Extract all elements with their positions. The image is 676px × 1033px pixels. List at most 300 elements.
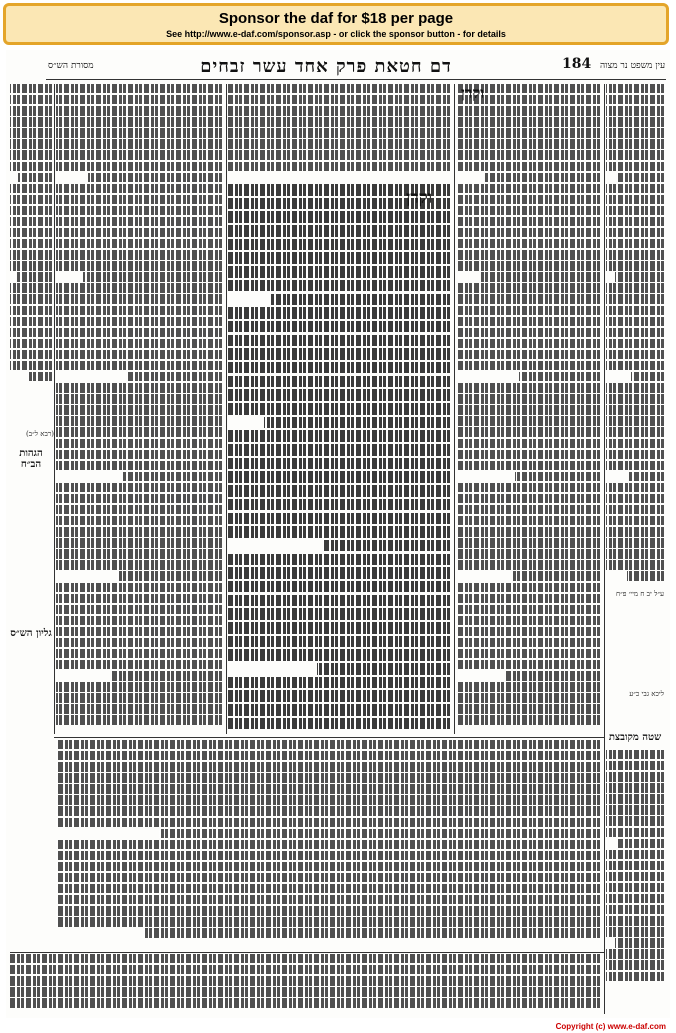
- text-line: [10, 954, 600, 963]
- text-line: [56, 571, 222, 580]
- text-line: [228, 117, 450, 126]
- text-line: [56, 560, 222, 569]
- text-line: [10, 294, 52, 303]
- text-line: [56, 594, 222, 603]
- text-line: [56, 150, 222, 159]
- text-line: [10, 95, 52, 104]
- text-line: [56, 328, 222, 337]
- text-line: [228, 376, 450, 388]
- text-line: [56, 472, 222, 481]
- text-line: [10, 965, 600, 974]
- text-line: [10, 987, 600, 996]
- text-line: [228, 321, 450, 333]
- text-line: [10, 306, 52, 315]
- text-line: [606, 162, 664, 171]
- text-line: [458, 461, 600, 470]
- ein-mishpat-label: עין משפט נר מצוה: [600, 61, 666, 71]
- text-line: [458, 306, 600, 315]
- text-line: [606, 405, 664, 414]
- text-line: [56, 84, 222, 93]
- text-line: [228, 499, 450, 511]
- text-line: [606, 894, 664, 903]
- text-line: [458, 350, 600, 359]
- text-line: [228, 225, 450, 237]
- text-line: [56, 806, 600, 815]
- text-line: [56, 660, 222, 669]
- text-line: [228, 211, 450, 223]
- text-line: [228, 663, 450, 675]
- text-line: [56, 616, 222, 625]
- text-line: [56, 873, 600, 882]
- text-line: [458, 682, 600, 691]
- text-line: [56, 294, 222, 303]
- text-line: [228, 252, 450, 264]
- text-line: [228, 266, 450, 278]
- talmud-page: [6, 50, 670, 1018]
- text-line: [228, 622, 450, 634]
- text-line: [10, 339, 52, 348]
- text-line: [228, 471, 450, 483]
- text-line: [10, 84, 52, 93]
- text-line: [56, 162, 222, 171]
- text-line: [10, 117, 52, 126]
- text-line: [56, 283, 222, 292]
- text-line: [228, 513, 450, 525]
- text-line: [228, 128, 450, 137]
- text-line: [56, 372, 222, 381]
- text-line: [56, 250, 222, 259]
- text-line: [56, 715, 222, 724]
- text-line: [56, 627, 222, 636]
- text-line: [606, 927, 664, 936]
- text-line: [228, 444, 450, 456]
- text-line: [606, 416, 664, 425]
- text-line: [458, 616, 600, 625]
- text-line: [606, 173, 664, 182]
- footnote-rule: [10, 952, 604, 953]
- text-line: [56, 416, 222, 425]
- text-line: [56, 350, 222, 359]
- text-line: [606, 538, 664, 547]
- copyright-notice[interactable]: Copyright (c) www.e-daf.com: [555, 1022, 666, 1031]
- text-line: [56, 638, 222, 647]
- text-line: [606, 394, 664, 403]
- text-line: [228, 485, 450, 497]
- text-line: [56, 751, 600, 760]
- text-line: [458, 427, 600, 436]
- text-line: [606, 217, 664, 226]
- text-line: [228, 106, 450, 115]
- text-line: [228, 389, 450, 401]
- text-line: [606, 527, 664, 536]
- text-line: [606, 306, 664, 315]
- text-line: [458, 671, 600, 680]
- text-line: [458, 649, 600, 658]
- text-line: [10, 139, 52, 148]
- text-line: [228, 581, 450, 593]
- text-line: [458, 439, 600, 448]
- text-line: [458, 317, 600, 326]
- text-line: [56, 671, 222, 680]
- text-line: [56, 494, 222, 503]
- text-line: [56, 173, 222, 182]
- text-line: [606, 195, 664, 204]
- text-line: [228, 704, 450, 716]
- text-line: [56, 784, 600, 793]
- text-line: [458, 117, 600, 126]
- text-line: [56, 693, 222, 702]
- text-line: [606, 294, 664, 303]
- text-line: [56, 439, 222, 448]
- text-line: [458, 605, 600, 614]
- text-line: [56, 928, 600, 937]
- text-line: [458, 206, 600, 215]
- text-line: [56, 862, 600, 871]
- side-note: ע״ל יב ח מיי׳ פ״ח: [615, 590, 664, 598]
- text-line: [606, 794, 664, 803]
- text-line: [228, 554, 450, 566]
- masoret-column: [10, 84, 52, 384]
- hagahot-title: הגהות הב״ח: [19, 448, 43, 470]
- text-line: [56, 773, 600, 782]
- text-line: [606, 916, 664, 925]
- text-line: [228, 294, 450, 306]
- gemara-top-text: [228, 84, 450, 180]
- text-line: [606, 250, 664, 259]
- text-line: [228, 540, 450, 552]
- text-line: [228, 690, 450, 702]
- text-line: [56, 795, 600, 804]
- text-line: [10, 261, 52, 270]
- text-line: [458, 195, 600, 204]
- text-line: [458, 549, 600, 558]
- text-line: [606, 505, 664, 514]
- column-divider: [604, 84, 605, 1014]
- text-line: [10, 162, 52, 171]
- column-divider: [54, 84, 55, 734]
- text-line: [606, 128, 664, 137]
- text-line: [56, 139, 222, 148]
- text-line: [458, 494, 600, 503]
- text-line: [606, 450, 664, 459]
- text-line: [228, 239, 450, 251]
- text-line: [606, 317, 664, 326]
- text-line: [606, 571, 664, 580]
- text-line: [10, 283, 52, 292]
- text-line: [606, 805, 664, 814]
- text-line: [606, 239, 664, 248]
- text-line: [606, 883, 664, 892]
- text-line: [228, 335, 450, 347]
- text-line: [458, 173, 600, 182]
- text-line: [228, 417, 450, 429]
- text-line: [458, 372, 600, 381]
- text-line: [228, 362, 450, 374]
- text-line: [56, 394, 222, 403]
- text-line: [228, 595, 450, 607]
- text-line: [606, 850, 664, 859]
- header-rule: [46, 79, 666, 80]
- text-line: [56, 461, 222, 470]
- text-line: [458, 394, 600, 403]
- text-line: [56, 95, 222, 104]
- text-line: [56, 106, 222, 115]
- text-line: [606, 772, 664, 781]
- text-line: [56, 383, 222, 392]
- text-line: [56, 649, 222, 658]
- text-line: [10, 195, 52, 204]
- text-line: [606, 761, 664, 770]
- text-line: [606, 560, 664, 569]
- text-line: [606, 150, 664, 159]
- text-line: [458, 261, 600, 270]
- footnotes: [10, 954, 600, 1014]
- text-line: [606, 816, 664, 825]
- text-line: [56, 483, 222, 492]
- text-line: [228, 150, 450, 159]
- text-line: [458, 527, 600, 536]
- text-line: [56, 505, 222, 514]
- text-line: [10, 128, 52, 137]
- text-line: [606, 383, 664, 392]
- side-note: (רבא ל״ב): [25, 430, 54, 438]
- text-line: [458, 516, 600, 525]
- text-line: [458, 715, 600, 724]
- text-line: [56, 704, 222, 713]
- text-line: [56, 450, 222, 459]
- text-line: [56, 261, 222, 270]
- text-line: [228, 139, 450, 148]
- text-line: [10, 361, 52, 370]
- sponsor-banner[interactable]: [3, 3, 669, 45]
- text-line: [458, 128, 600, 137]
- text-line: [56, 217, 222, 226]
- text-line: [56, 740, 600, 749]
- text-line: [228, 403, 450, 415]
- text-line: [606, 328, 664, 337]
- text-line: [458, 594, 600, 603]
- text-line: [606, 361, 664, 370]
- text-line: [458, 272, 600, 281]
- text-line: [606, 872, 664, 881]
- text-line: [10, 272, 52, 281]
- ein-mishpat-column: [606, 84, 664, 584]
- text-line: [56, 895, 600, 904]
- text-line: [56, 184, 222, 193]
- text-line: [606, 95, 664, 104]
- text-line: [56, 228, 222, 237]
- gemara-lead-word: וקרן: [406, 188, 433, 208]
- text-line: [606, 472, 664, 481]
- text-line: [228, 84, 450, 93]
- text-line: [458, 704, 600, 713]
- text-line: [606, 272, 664, 281]
- text-line: [10, 372, 52, 381]
- gemara-main-text: [228, 184, 450, 734]
- column-divider: [454, 84, 455, 734]
- text-line: [228, 636, 450, 648]
- text-line: [606, 938, 664, 947]
- text-line: [228, 567, 450, 579]
- tosafot-commentary: [56, 84, 222, 734]
- sponsor-subline[interactable]: See http://www.e-daf.com/sponsor.asp - or click the sponsor button - for details: [166, 29, 506, 39]
- text-line: [606, 228, 664, 237]
- text-line: [458, 638, 600, 647]
- text-line: [228, 95, 450, 104]
- page-title: דם חטאת פרק אחד עשר זבחים: [200, 56, 452, 77]
- text-line: [458, 693, 600, 702]
- text-line: [458, 416, 600, 425]
- text-line: [458, 538, 600, 547]
- text-line: [606, 949, 664, 958]
- text-line: [10, 250, 52, 259]
- text-line: [606, 350, 664, 359]
- text-line: [458, 228, 600, 237]
- text-line: [458, 583, 600, 592]
- text-line: [606, 861, 664, 870]
- column-divider: [226, 84, 227, 734]
- gilyon-title: גליון הש״ס: [10, 628, 52, 639]
- text-line: [606, 261, 664, 270]
- rashi-commentary: [458, 84, 600, 734]
- text-line: [56, 840, 600, 849]
- text-line: [10, 998, 600, 1007]
- text-line: [228, 280, 450, 292]
- text-line: [458, 106, 600, 115]
- text-line: [606, 339, 664, 348]
- text-line: [10, 184, 52, 193]
- text-line: [56, 818, 600, 827]
- text-line: [228, 458, 450, 470]
- text-line: [606, 106, 664, 115]
- text-line: [56, 605, 222, 614]
- text-line: [228, 162, 450, 171]
- rashi-lead-word: וקרן: [461, 84, 485, 102]
- text-line: [606, 184, 664, 193]
- text-line: [458, 139, 600, 148]
- text-line: [458, 627, 600, 636]
- text-line: [606, 516, 664, 525]
- text-line: [606, 117, 664, 126]
- text-line: [56, 549, 222, 558]
- text-line: [56, 906, 600, 915]
- text-line: [458, 283, 600, 292]
- text-line: [606, 905, 664, 914]
- text-line: [56, 361, 222, 370]
- text-line: [606, 839, 664, 848]
- text-line: [228, 307, 450, 319]
- text-line: [458, 571, 600, 580]
- text-line: [458, 162, 600, 171]
- text-line: [458, 405, 600, 414]
- text-line: [458, 505, 600, 514]
- text-line: [458, 339, 600, 348]
- text-line: [10, 150, 52, 159]
- text-line: [10, 317, 52, 326]
- text-line: [56, 206, 222, 215]
- text-line: [10, 106, 52, 115]
- text-line: [56, 239, 222, 248]
- text-line: [10, 217, 52, 226]
- text-line: [10, 976, 600, 985]
- text-line: [228, 718, 450, 730]
- text-line: [606, 283, 664, 292]
- text-line: [56, 317, 222, 326]
- text-line: [606, 372, 664, 381]
- section-rule: [54, 737, 604, 738]
- text-line: [228, 430, 450, 442]
- text-line: [10, 328, 52, 337]
- text-line: [606, 783, 664, 792]
- text-line: [606, 427, 664, 436]
- text-line: [606, 828, 664, 837]
- text-line: [56, 527, 222, 536]
- text-line: [458, 560, 600, 569]
- text-line: [56, 583, 222, 592]
- text-line: [228, 677, 450, 689]
- text-line: [228, 649, 450, 661]
- text-line: [458, 328, 600, 337]
- text-line: [458, 660, 600, 669]
- text-line: [228, 526, 450, 538]
- text-line: [606, 439, 664, 448]
- text-line: [606, 84, 664, 93]
- text-line: [56, 516, 222, 525]
- text-line: [10, 239, 52, 248]
- text-line: [458, 294, 600, 303]
- text-line: [56, 128, 222, 137]
- shita-mekubetzet-column: [606, 750, 664, 990]
- text-line: [458, 250, 600, 259]
- text-line: [458, 150, 600, 159]
- text-line: [606, 549, 664, 558]
- text-line: [458, 239, 600, 248]
- text-line: [10, 206, 52, 215]
- text-line: [606, 483, 664, 492]
- text-line: [56, 195, 222, 204]
- text-line: [10, 228, 52, 237]
- text-line: [56, 917, 600, 926]
- text-line: [606, 750, 664, 759]
- text-line: [56, 339, 222, 348]
- bottom-commentary: [56, 740, 600, 950]
- text-line: [56, 306, 222, 315]
- text-line: [56, 272, 222, 281]
- text-line: [606, 972, 664, 981]
- text-line: [458, 450, 600, 459]
- text-line: [56, 851, 600, 860]
- text-line: [228, 348, 450, 360]
- side-note: ליכא גבי כ״ע: [629, 690, 664, 698]
- text-line: [458, 184, 600, 193]
- text-line: [56, 682, 222, 691]
- text-line: [458, 483, 600, 492]
- text-line: [606, 461, 664, 470]
- text-line: [56, 405, 222, 414]
- text-line: [606, 206, 664, 215]
- sponsor-headline[interactable]: Sponsor the daf for $18 per page: [218, 10, 454, 27]
- text-line: [56, 884, 600, 893]
- masoret-label: מסורת הש״ס: [48, 61, 94, 71]
- text-line: [458, 472, 600, 481]
- text-line: [56, 762, 600, 771]
- shita-title: שטה מקובצת: [608, 732, 662, 743]
- text-line: [606, 139, 664, 148]
- text-line: [458, 361, 600, 370]
- text-line: [56, 117, 222, 126]
- text-line: [56, 427, 222, 436]
- text-line: [458, 217, 600, 226]
